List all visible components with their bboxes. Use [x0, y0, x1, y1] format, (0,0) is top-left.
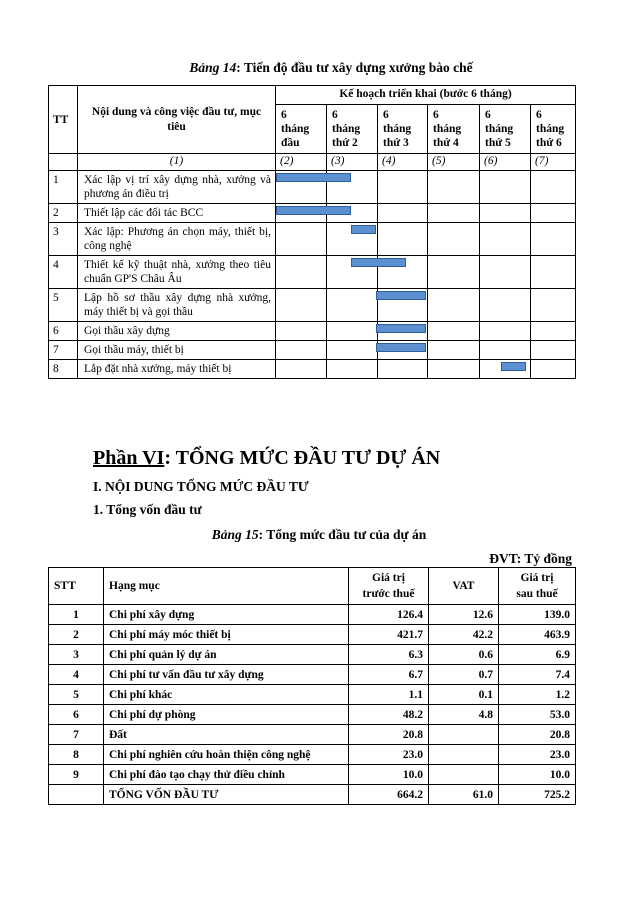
cost-row — [49, 765, 576, 785]
table15-caption-text: : Tổng mức đầu tư của dự án — [258, 527, 427, 542]
period-header — [428, 105, 480, 154]
cost-stt: 5 — [49, 685, 104, 705]
cost-after-tax: 20.8 — [499, 725, 576, 745]
col-before — [349, 568, 429, 605]
task-number: 1 — [49, 171, 78, 204]
gantt-bar — [501, 362, 526, 371]
period-header — [480, 105, 531, 154]
investment-table — [48, 567, 576, 805]
cost-row — [49, 685, 576, 705]
period-cell — [378, 171, 428, 204]
cost-vat — [429, 745, 499, 765]
period-header-line: tháng — [332, 123, 361, 135]
period-cell — [531, 204, 576, 223]
table15-caption-prefix: Bảng 15 — [211, 527, 259, 542]
task-description: Gọi thầu xây dựng — [78, 322, 276, 341]
period-cell — [531, 289, 576, 322]
cost-vat: 42.2 — [429, 625, 499, 645]
col-before-line2: trước thuế — [362, 588, 415, 600]
period-header-line: thứ 6 — [536, 137, 562, 149]
part6-title: : TỔNG MỨC ĐẦU TƯ DỰ ÁN — [164, 447, 441, 469]
gantt-bar — [276, 206, 351, 215]
period-cell — [428, 171, 480, 204]
period-header-line: 6 — [536, 109, 542, 121]
task-row — [49, 341, 576, 360]
col-stt: STT — [49, 568, 104, 605]
gantt-bar — [276, 173, 351, 182]
cost-after-tax: 23.0 — [499, 745, 576, 765]
period-cell — [531, 322, 576, 341]
period-cell — [428, 223, 480, 256]
cost-before-tax: 6.3 — [349, 645, 429, 665]
period-cell — [480, 322, 531, 341]
cost-before-tax: 10.0 — [349, 765, 429, 785]
period-header-line: thứ 4 — [433, 137, 459, 149]
total-after-tax: 725.2 — [499, 785, 576, 805]
cost-item: Đất — [104, 725, 349, 745]
part6-label: Phần VI — [93, 447, 165, 469]
cost-after-tax: 1.2 — [499, 685, 576, 705]
task-description: Xác lập: Phương án chọn máy, thiết bị, công nghệ — [78, 223, 276, 256]
period-cell — [428, 322, 480, 341]
part6-heading — [93, 447, 440, 470]
task-number: 2 — [49, 204, 78, 223]
cost-vat — [429, 765, 499, 785]
column-number: (1) — [78, 154, 276, 171]
period-header-line: thứ 2 — [332, 137, 358, 149]
column-number: (4) — [378, 154, 428, 171]
cost-row — [49, 725, 576, 745]
cost-item: Chi phí dự phòng — [104, 705, 349, 725]
task-number: 5 — [49, 289, 78, 322]
column-number: (5) — [428, 154, 480, 171]
period-header-line: tháng — [536, 123, 565, 135]
period-header-line: đầu — [281, 137, 300, 149]
cost-item: Chi phí máy móc thiết bị — [104, 625, 349, 645]
period-cell — [531, 171, 576, 204]
period-header-line: tháng — [383, 123, 412, 135]
task-description: Thiết kế kỹ thuật nhà, xưởng theo tiêu chuẩn GP'S Châu Âu — [78, 256, 276, 289]
column-number: (2) — [276, 154, 327, 171]
table14-caption-prefix: Bảng 14 — [189, 60, 237, 75]
period-cell — [276, 341, 327, 360]
col-after-line1: Giá trị — [520, 572, 554, 584]
task-row — [49, 223, 576, 256]
cost-stt: 6 — [49, 705, 104, 725]
period-cell — [327, 289, 378, 322]
period-cell — [428, 341, 480, 360]
cost-after-tax: 7.4 — [499, 665, 576, 685]
cost-after-tax: 53.0 — [499, 705, 576, 725]
cost-row — [49, 605, 576, 625]
cost-after-tax: 6.9 — [499, 645, 576, 665]
period-cell — [378, 223, 428, 256]
total-before-tax: 664.2 — [349, 785, 429, 805]
period-cell — [276, 322, 327, 341]
gantt-bar — [376, 324, 426, 333]
col-before-line1: Giá trị — [372, 572, 405, 584]
period-header — [276, 105, 327, 154]
period-cell — [531, 256, 576, 289]
total-vat: 61.0 — [429, 785, 499, 805]
table14-caption — [12, 60, 638, 76]
col-vat: VAT — [429, 568, 499, 605]
total-row — [49, 785, 576, 805]
period-header-line: tháng — [281, 123, 310, 135]
header-tt: TT — [49, 86, 78, 154]
table15-caption — [0, 527, 638, 543]
period-cell — [378, 204, 428, 223]
period-header-line: tháng — [485, 123, 514, 135]
cost-row — [49, 665, 576, 685]
cost-row — [49, 745, 576, 765]
period-cell — [480, 256, 531, 289]
period-cell — [378, 360, 428, 379]
cost-item: Chi phí quản lý dự án — [104, 645, 349, 665]
cost-vat — [429, 725, 499, 745]
column-number: (6) — [480, 154, 531, 171]
cost-item: Chi phí đào tạo chạy thử điều chỉnh — [104, 765, 349, 785]
period-cell — [480, 204, 531, 223]
cost-stt: 9 — [49, 765, 104, 785]
gantt-bar — [351, 258, 406, 267]
column-number: (3) — [327, 154, 378, 171]
cost-vat: 0.7 — [429, 665, 499, 685]
cost-row — [49, 705, 576, 725]
col-after-line2: sau thuế — [516, 588, 558, 600]
cost-item: Chi phí nghiên cứu hoàn thiện công nghệ — [104, 745, 349, 765]
period-cell — [276, 256, 327, 289]
cost-stt: 1 — [49, 605, 104, 625]
cost-vat: 12.6 — [429, 605, 499, 625]
cost-before-tax: 48.2 — [349, 705, 429, 725]
period-cell — [480, 171, 531, 204]
cost-vat: 4.8 — [429, 705, 499, 725]
cost-item: Chi phí khác — [104, 685, 349, 705]
header-plan: Kế hoạch triển khai (bước 6 tháng) — [276, 86, 576, 105]
task-row — [49, 289, 576, 322]
period-cell — [428, 204, 480, 223]
period-header-line: 6 — [485, 109, 491, 121]
cost-stt: 8 — [49, 745, 104, 765]
task-number: 7 — [49, 341, 78, 360]
cost-before-tax: 421.7 — [349, 625, 429, 645]
task-number: 8 — [49, 360, 78, 379]
cost-before-tax: 20.8 — [349, 725, 429, 745]
period-cell — [327, 341, 378, 360]
period-cell — [428, 256, 480, 289]
task-description: Lắp đặt nhà xưởng, máy thiết bị — [78, 360, 276, 379]
period-cell — [531, 341, 576, 360]
period-cell — [276, 223, 327, 256]
task-row — [49, 322, 576, 341]
period-cell — [531, 223, 576, 256]
column-number: (7) — [531, 154, 576, 171]
cost-stt: 2 — [49, 625, 104, 645]
col-item: Hạng mục — [104, 568, 349, 605]
period-cell — [276, 289, 327, 322]
period-cell — [327, 360, 378, 379]
period-cell — [480, 223, 531, 256]
cost-vat: 0.1 — [429, 685, 499, 705]
subsection1-heading: 1. Tổng vốn đầu tư — [93, 502, 202, 517]
cost-before-tax: 1.1 — [349, 685, 429, 705]
task-row — [49, 360, 576, 379]
period-cell — [428, 289, 480, 322]
header-content: Nội dung và công việc đầu tư, mục tiêu — [78, 86, 276, 154]
period-cell — [480, 341, 531, 360]
cost-row — [49, 625, 576, 645]
cost-stt: 7 — [49, 725, 104, 745]
task-description: Gọi thầu máy, thiết bị — [78, 341, 276, 360]
period-header-line: 6 — [383, 109, 389, 121]
task-number: 6 — [49, 322, 78, 341]
col-after — [499, 568, 576, 605]
table14-caption-text: : Tiến độ đầu tư xây dựng xưởng bào chế — [236, 60, 473, 75]
period-header-line: 6 — [332, 109, 338, 121]
cost-item: Chi phí tư vấn đầu tư xây dựng — [104, 665, 349, 685]
cost-item: Chi phí xây dựng — [104, 605, 349, 625]
gantt-bar — [376, 291, 426, 300]
cost-after-tax: 463.9 — [499, 625, 576, 645]
unit-label: ĐVT: Tỷ đồng — [489, 551, 572, 566]
gantt-bar — [376, 343, 426, 352]
period-header-line: thứ 5 — [485, 137, 511, 149]
period-cell — [480, 289, 531, 322]
task-description: Xác lập vị trí xây dựng nhà, xưởng và phương án điều trị — [78, 171, 276, 204]
period-header-line: thứ 3 — [383, 137, 409, 149]
schedule-table — [48, 85, 576, 379]
period-header — [378, 105, 428, 154]
cost-after-tax: 10.0 — [499, 765, 576, 785]
number-cell-empty — [49, 154, 78, 171]
cost-before-tax: 6.7 — [349, 665, 429, 685]
cost-stt: 3 — [49, 645, 104, 665]
section1-heading: I. NỘI DUNG TỔNG MỨC ĐẦU TƯ — [93, 479, 309, 494]
period-cell — [428, 360, 480, 379]
task-description: Lập hồ sơ thầu xây dựng nhà xưởng, máy thiết bị và gọi thầu — [78, 289, 276, 322]
task-row — [49, 256, 576, 289]
period-header-line: 6 — [433, 109, 439, 121]
cost-after-tax: 139.0 — [499, 605, 576, 625]
period-header-line: 6 — [281, 109, 287, 121]
period-header-line: tháng — [433, 123, 462, 135]
cost-before-tax: 23.0 — [349, 745, 429, 765]
gantt-bar — [351, 225, 376, 234]
task-number: 4 — [49, 256, 78, 289]
task-description: Thiết lập các đối tác BCC — [78, 204, 276, 223]
cost-row — [49, 645, 576, 665]
total-label: TỔNG VỐN ĐẦU TƯ — [104, 785, 349, 805]
task-number: 3 — [49, 223, 78, 256]
period-cell — [531, 360, 576, 379]
cost-vat: 0.6 — [429, 645, 499, 665]
period-cell — [276, 360, 327, 379]
cost-stt: 4 — [49, 665, 104, 685]
period-header — [327, 105, 378, 154]
total-stt-empty — [49, 785, 104, 805]
cost-before-tax: 126.4 — [349, 605, 429, 625]
period-header — [531, 105, 576, 154]
period-cell — [327, 322, 378, 341]
